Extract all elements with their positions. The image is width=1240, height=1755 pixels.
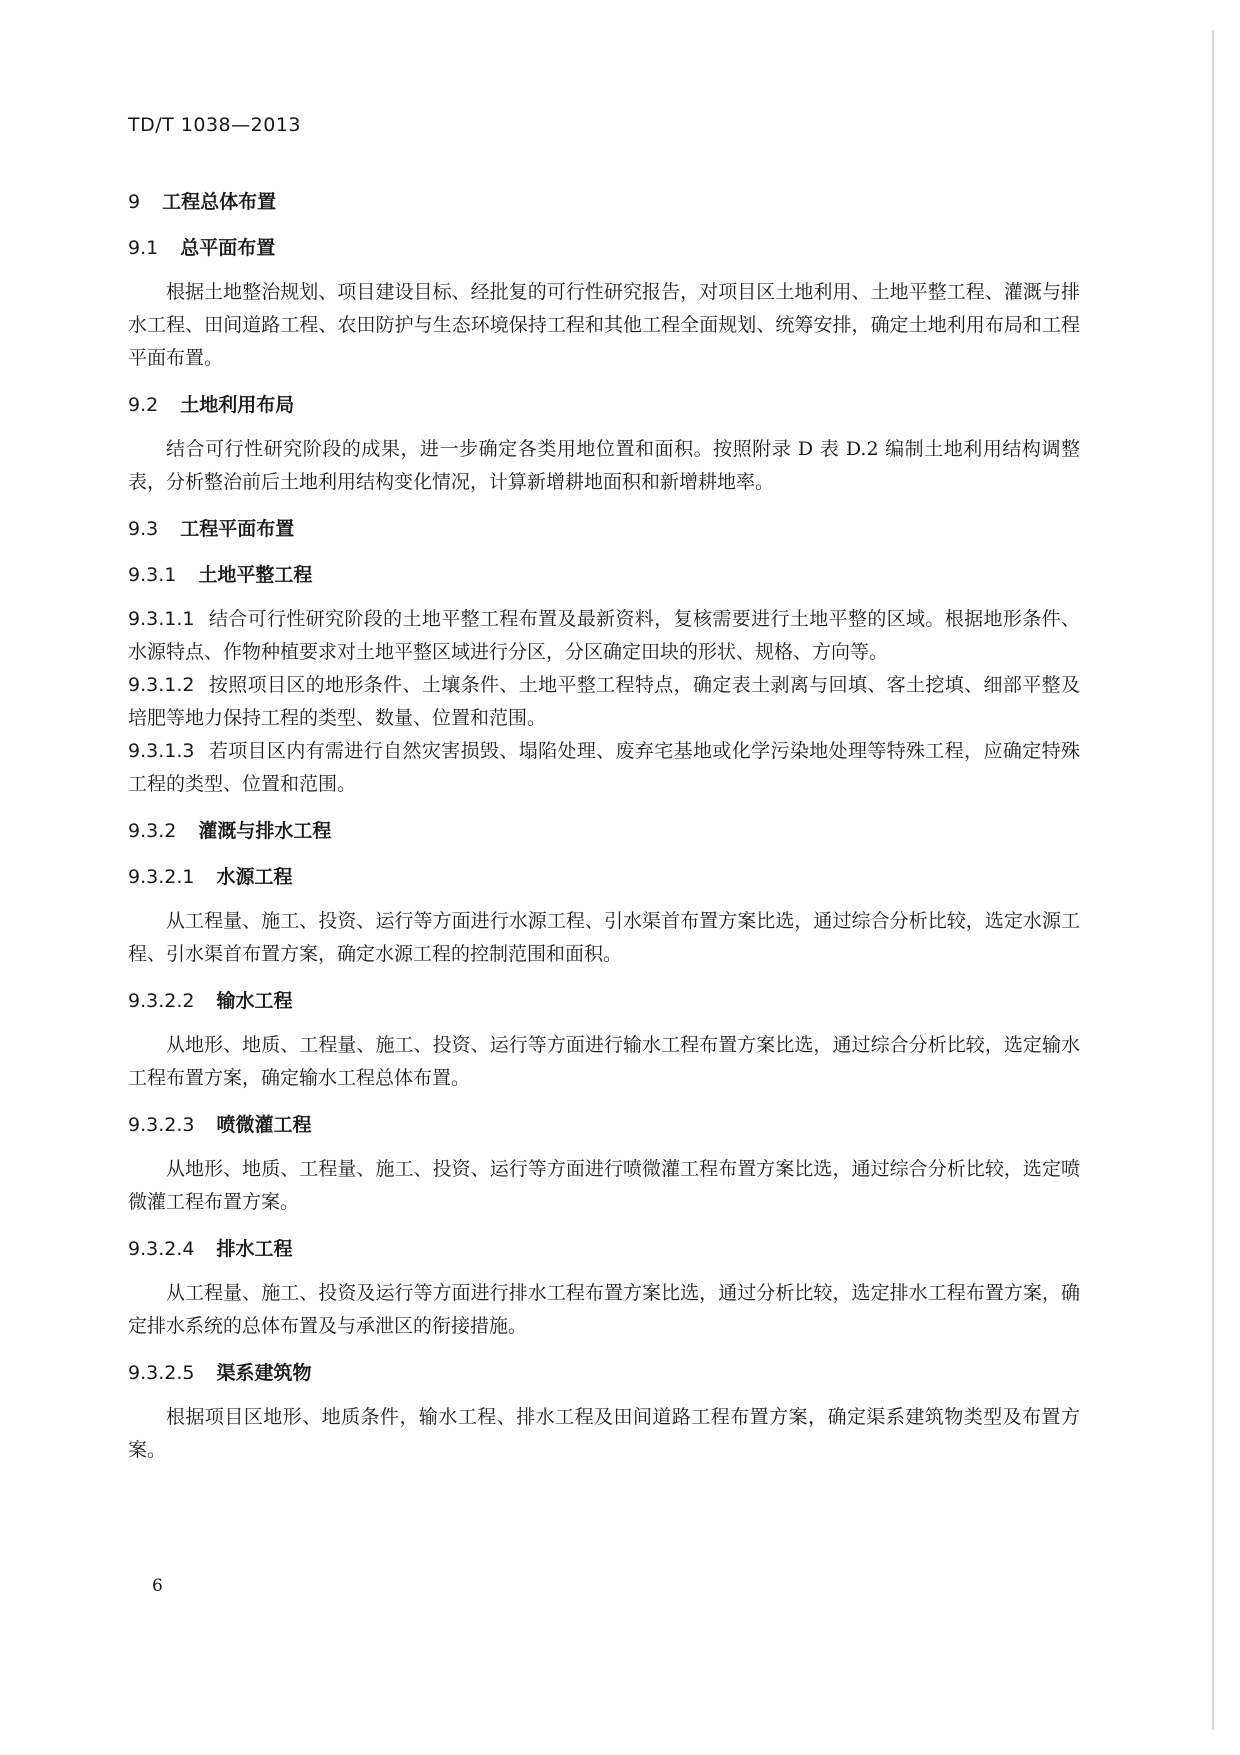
paragraph-9-3-2-2: 从地形、地质、工程量、施工、投资、运行等方面进行输水工程布置方案比选，通过综合分析比较，选定输水工程布置方案，确定输水工程总体布置。 <box>128 1034 1080 1089</box>
heading-9-3-2-2 <box>128 983 1080 1029</box>
clause-number: 9.3.1.1 <box>128 608 195 630</box>
heading-9-3-2-5 <box>128 1355 1080 1401</box>
paragraph-9-1: 根据土地整治规划、项目建设目标、经批复的可行性研究报告，对项目区土地利用、土地平整工程、灌溉与排水工程、田间道路工程、农田防护与生态环境保持工程和其他工程全面规划、统筹安排，确定土地利用布局和工程平面布置。 <box>128 281 1080 369</box>
page-number: 6 <box>152 1576 163 1596</box>
heading-title: 工程平面布置 <box>180 518 295 540</box>
heading-9-3-2-1 <box>128 859 1080 905</box>
heading-number: 9.3.2.5 <box>128 1362 195 1384</box>
paragraph-9-3-2-3: 从地形、地质、工程量、施工、投资、运行等方面进行喷微灌工程布置方案比选，通过综合分析比较，选定喷微灌工程布置方案。 <box>128 1158 1080 1213</box>
heading-title: 排水工程 <box>216 1238 293 1260</box>
paragraph-9-3-2-1: 从工程量、施工、投资、运行等方面进行水源工程、引水渠首布置方案比选，通过综合分析比较，选定水源工程、引水渠首布置方案，确定水源工程的控制范围和面积。 <box>128 910 1080 965</box>
heading-9-2 <box>128 387 1080 433</box>
heading-number: 9.3 <box>128 518 159 540</box>
heading-number: 9.3.2.1 <box>128 866 195 888</box>
heading-title: 土地平整工程 <box>198 564 313 586</box>
clause-9-3-1-1 <box>128 603 1080 669</box>
heading-9 <box>128 184 1080 230</box>
heading-title: 渠系建筑物 <box>216 1362 312 1384</box>
heading-number: 9.3.2.2 <box>128 990 195 1012</box>
heading-number: 9.3.2.4 <box>128 1238 195 1260</box>
heading-9-3 <box>128 511 1080 557</box>
heading-number: 9.3.1 <box>128 564 177 586</box>
heading-number: 9.3.2.3 <box>128 1114 195 1136</box>
heading-number: 9 <box>128 191 141 213</box>
paragraph-9-2: 结合可行性研究阶段的成果，进一步确定各类用地位置和面积。按照附录 D 表 D.2 编制土地利用结构调整表，分析整治前后土地利用结构变化情况，计算新增耕地面积和新增耕地率。 <box>128 438 1080 493</box>
clause-9-3-1-3 <box>128 735 1080 801</box>
document-code: TD/T 1038—2013 <box>128 114 301 136</box>
document-body <box>128 184 1080 1479</box>
heading-title: 水源工程 <box>216 866 293 888</box>
heading-title: 工程总体布置 <box>162 191 277 213</box>
heading-9-1 <box>128 230 1080 276</box>
heading-title: 输水工程 <box>216 990 293 1012</box>
clause-text: 若项目区内有需进行自然灾害损毁、塌陷处理、废弃宅基地或化学污染地处理等特殊工程，应确定特殊工程的类型、位置和范围。 <box>128 740 1080 795</box>
scan-edge-line <box>1212 30 1214 1730</box>
heading-number: 9.1 <box>128 237 159 259</box>
paragraph-9-3-2-5: 根据项目区地形、地质条件，输水工程、排水工程及田间道路工程布置方案，确定渠系建筑物类型及布置方案。 <box>128 1406 1080 1461</box>
heading-title: 总平面布置 <box>180 237 276 259</box>
heading-title: 喷微灌工程 <box>216 1114 312 1136</box>
clause-number: 9.3.1.3 <box>128 740 195 762</box>
heading-number: 9.2 <box>128 394 159 416</box>
heading-9-3-2 <box>128 813 1080 859</box>
clause-number: 9.3.1.2 <box>128 674 195 696</box>
clause-text: 按照项目区的地形条件、土壤条件、土地平整工程特点，确定表土剥离与回填、客土挖填、细部平整及培肥等地力保持工程的类型、数量、位置和范围。 <box>128 674 1080 729</box>
clause-9-3-1-2 <box>128 669 1080 735</box>
heading-9-3-1 <box>128 557 1080 603</box>
heading-number: 9.3.2 <box>128 820 177 842</box>
heading-title: 土地利用布局 <box>180 394 295 416</box>
paragraph-9-3-2-4: 从工程量、施工、投资及运行等方面进行排水工程布置方案比选，通过分析比较，选定排水工程布置方案，确定排水系统的总体布置及与承泄区的衔接措施。 <box>128 1282 1080 1337</box>
heading-9-3-2-4 <box>128 1231 1080 1277</box>
clause-text: 结合可行性研究阶段的土地平整工程布置及最新资料，复核需要进行土地平整的区域。根据地形条件、水源特点、作物种植要求对土地平整区域进行分区，分区确定田块的形状、规格、方向等。 <box>128 608 1080 663</box>
heading-title: 灌溉与排水工程 <box>198 820 332 842</box>
heading-9-3-2-3 <box>128 1107 1080 1153</box>
